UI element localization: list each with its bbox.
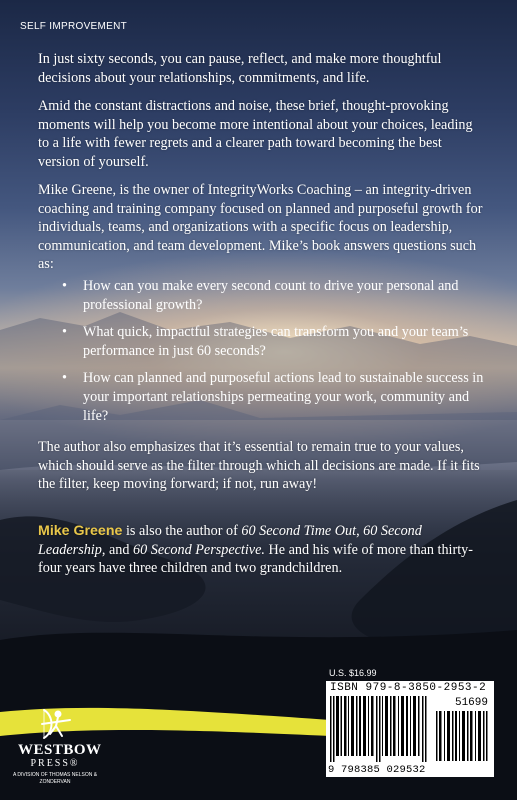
category-label: SELF IMPROVEMENT xyxy=(20,21,128,32)
publisher-name: WESTBOW xyxy=(18,742,102,758)
author-name: Mike Greene xyxy=(38,523,123,539)
book-title: 60 Second Time Out xyxy=(241,523,357,539)
bullet-icon: • xyxy=(62,324,67,341)
isbn-text: ISBN 979-8-3850-2953-2 xyxy=(330,682,487,694)
ean-digits: 9 798385 029532 xyxy=(328,764,426,776)
distractions-paragraph: Amid the constant distractions and noise, these brief, thought-provoking moments will help you become more intentional about your choices, leading to a life with fewer regrets and a clearer path toward becoming the best version of yourself. xyxy=(38,98,473,170)
questions-list xyxy=(38,277,486,434)
publisher-division: A DIVISION OF THOMAS NELSON & ZONDERVAN xyxy=(12,772,98,785)
question-text: How can you make every second count to drive your personal and professional growth? xyxy=(83,278,459,313)
barcode xyxy=(326,681,494,777)
price-label: U.S. $16.99 xyxy=(329,668,377,678)
book-title: 60 Second Perspective. xyxy=(132,541,265,558)
ean-barcode-bars xyxy=(330,696,430,762)
author-bio-paragraph xyxy=(38,522,486,578)
bio-text: He and his wife of more than thirty-four years have three children and two grandchildren. xyxy=(38,541,473,577)
publisher-press: PRESS® xyxy=(30,758,80,769)
archer-icon xyxy=(38,706,74,742)
bullet-icon: • xyxy=(62,278,67,294)
intro-paragraph: In just sixty seconds, you can pause, reflect, and make more thoughtful decisions about your relationships, commitments, and life. xyxy=(38,51,442,86)
list-item xyxy=(38,277,486,314)
question-text: What quick, impactful strategies can transform you and your team’s performance in just 60 seconds? xyxy=(83,324,469,359)
bio-text: is also the author of xyxy=(122,523,242,539)
price-code: 51699 xyxy=(454,697,488,709)
author-owner-paragraph: Mike Greene, is the owner of IntegrityWorks Coaching – an integrity-driven coaching and training company focused on planned and purposeful growth for individuals, teams, and organizations with a specific focus on leadership, communication, and team development. Mike’s book answers questions such as: xyxy=(38,182,483,273)
list-item xyxy=(38,369,486,425)
price-barcode-bars xyxy=(436,711,488,761)
question-text: How can planned and purposeful actions lead to sustainable success in your important relationships permeating your work, community and life? xyxy=(83,370,484,424)
bio-separator: , xyxy=(356,523,364,539)
bio-separator: , and xyxy=(101,541,133,558)
values-paragraph: The author also emphasizes that it’s essential to remain true to your values, which should serve as the filter through which all decisions are made. If it fits the filter, keep moving forward; if not, run away! xyxy=(38,439,480,493)
list-item xyxy=(38,323,486,360)
publisher-logo xyxy=(12,706,102,796)
bullet-icon: • xyxy=(62,370,67,387)
book-title: 60 Second Leadership xyxy=(38,523,422,558)
